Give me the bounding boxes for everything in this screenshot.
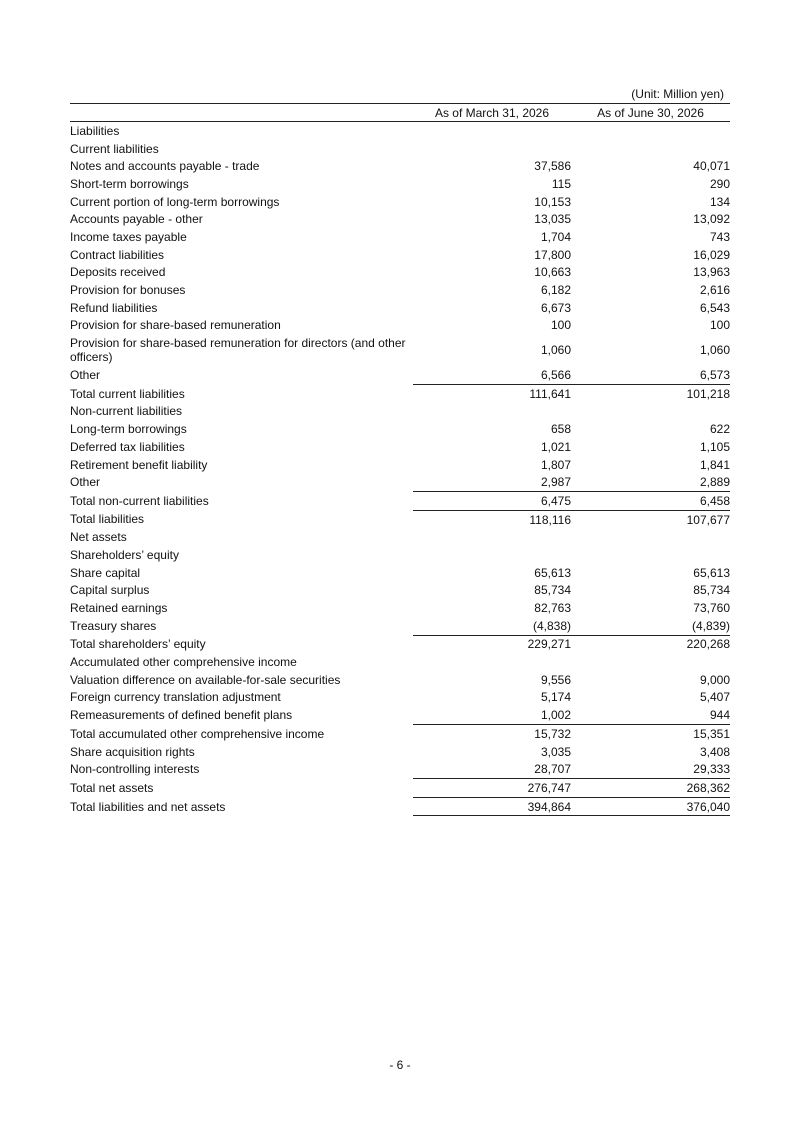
value-march-2026: 85,734: [534, 583, 571, 598]
row-label: Share capital: [70, 565, 141, 580]
value-june-2026: 2,616: [699, 283, 730, 298]
table-row: [70, 706, 730, 724]
value-march-2026: 15,732: [413, 725, 571, 743]
table-body: [70, 122, 730, 816]
table-row: [70, 689, 730, 707]
table-row: [70, 725, 730, 743]
value-march-2026: 5,174: [540, 690, 571, 705]
value-june-2026: 5,407: [699, 690, 730, 705]
value-june-2026: 29,333: [693, 762, 730, 777]
header-march-2026: As of March 31, 2026: [413, 104, 571, 122]
table-row: [70, 599, 730, 617]
value-june-2026: (4,839): [691, 618, 730, 633]
value-june-2026: 2,889: [699, 475, 730, 490]
value-june-2026: 6,543: [699, 300, 730, 315]
value-june-2026: 622: [709, 422, 730, 437]
table-row: [70, 797, 730, 816]
row-label: Total net assets: [70, 780, 154, 795]
value-march-2026: 13,035: [534, 212, 571, 227]
row-label: Remeasurements of defined benefit plans: [70, 708, 293, 723]
value-march-2026: 9,556: [540, 672, 571, 687]
value-june-2026: 85,734: [693, 583, 730, 598]
header-label-column: [70, 104, 413, 122]
row-label: Provision for bonuses: [70, 283, 186, 298]
row-label: Contract liabilities: [70, 247, 165, 262]
table-row: [70, 743, 730, 761]
value-june-2026: 1,060: [699, 343, 730, 358]
row-label: Capital surplus: [70, 583, 150, 598]
value-march-2026: [413, 403, 571, 421]
table-row: [70, 366, 730, 384]
table-row: [70, 175, 730, 193]
row-label: Short-term borrowings: [70, 176, 189, 191]
table-row: [70, 671, 730, 689]
table-header-row: [70, 104, 730, 122]
value-june-2026: [571, 546, 730, 564]
row-label: Other: [70, 475, 101, 490]
row-label: Current liabilities: [70, 141, 159, 156]
row-label: Total current liabilities: [70, 386, 185, 401]
row-label: Foreign currency translation adjustment: [70, 690, 281, 705]
value-june-2026: 107,677: [571, 510, 730, 528]
value-march-2026: 115: [551, 176, 571, 191]
value-june-2026: 268,362: [571, 779, 730, 798]
row-label: Total accumulated other comprehensive income: [70, 726, 325, 741]
row-label: Total non-current liabilities: [70, 493, 209, 508]
value-march-2026: 82,763: [534, 601, 571, 616]
row-label: Long-term borrowings: [70, 422, 187, 437]
value-june-2026: [571, 403, 730, 421]
value-june-2026: 134: [709, 194, 730, 209]
row-label: Non-controlling interests: [70, 762, 200, 777]
row-label: Provision for share-based remuneration for directors (and other officers): [70, 336, 406, 365]
row-label: Provision for share-based remuneration: [70, 318, 281, 333]
row-label: Total liabilities and net assets: [70, 799, 226, 814]
value-march-2026: [413, 546, 571, 564]
row-label: Treasury shares: [70, 618, 157, 633]
value-june-2026: 6,458: [571, 492, 730, 511]
row-label: Deferred tax liabilities: [70, 439, 185, 454]
value-june-2026: 13,963: [693, 265, 730, 280]
value-march-2026: [413, 528, 571, 546]
value-march-2026: 17,800: [534, 247, 571, 262]
row-label: Share acquisition rights: [70, 744, 195, 759]
row-label: Refund liabilities: [70, 300, 158, 315]
table-row: [70, 473, 730, 491]
value-march-2026: 6,475: [413, 492, 571, 511]
value-june-2026: [571, 528, 730, 546]
value-march-2026: 6,566: [540, 368, 571, 383]
value-march-2026: 28,707: [534, 762, 571, 777]
value-june-2026: 3,408: [699, 744, 730, 759]
value-march-2026: [413, 140, 571, 158]
table-row: [70, 246, 730, 264]
table-row: [70, 157, 730, 175]
value-march-2026: 1,002: [540, 708, 571, 723]
row-label: Shareholders’ equity: [70, 547, 179, 562]
value-march-2026: [413, 122, 571, 140]
table-row: [70, 635, 730, 653]
value-march-2026: 6,673: [540, 300, 571, 315]
table-row: [70, 317, 730, 335]
value-march-2026: 37,586: [534, 159, 571, 174]
value-march-2026: 658: [550, 422, 571, 437]
value-march-2026: 394,864: [413, 797, 571, 816]
table-row: [70, 546, 730, 564]
table-row: [70, 334, 730, 366]
table-row: [70, 617, 730, 635]
value-march-2026: 100: [550, 318, 571, 333]
value-june-2026: [571, 122, 730, 140]
row-label: Accounts payable - other: [70, 212, 203, 227]
value-march-2026: 10,153: [534, 194, 571, 209]
balance-sheet-table: [70, 103, 730, 816]
table-row: [70, 528, 730, 546]
table-row: [70, 228, 730, 246]
table-row: [70, 210, 730, 228]
value-june-2026: 101,218: [571, 384, 730, 402]
row-label: Total liabilities: [70, 512, 145, 527]
value-june-2026: 944: [709, 708, 730, 723]
row-label: Accumulated other comprehensive income: [70, 655, 297, 670]
row-label: Non-current liabilities: [70, 404, 183, 419]
table-row: [70, 438, 730, 456]
value-march-2026: [413, 653, 571, 671]
row-label: Income taxes payable: [70, 229, 187, 244]
value-march-2026: 1,704: [540, 229, 571, 244]
value-june-2026: 40,071: [693, 159, 730, 174]
value-june-2026: 9,000: [699, 672, 730, 687]
value-june-2026: 1,841: [699, 457, 730, 472]
row-label: Deposits received: [70, 265, 166, 280]
value-march-2026: 2,987: [540, 475, 571, 490]
value-march-2026: 111,641: [413, 384, 571, 402]
value-june-2026: 743: [709, 229, 730, 244]
value-june-2026: 100: [709, 318, 730, 333]
row-label: Current portion of long-term borrowings: [70, 194, 280, 209]
value-june-2026: 13,092: [693, 212, 730, 227]
value-june-2026: 73,760: [693, 601, 730, 616]
row-label: Retained earnings: [70, 601, 168, 616]
value-march-2026: 276,747: [413, 779, 571, 798]
table-row: [70, 760, 730, 778]
value-march-2026: 1,021: [540, 439, 571, 454]
value-june-2026: [571, 140, 730, 158]
value-june-2026: 65,613: [693, 565, 730, 580]
value-june-2026: 1,105: [699, 439, 730, 454]
value-march-2026: (4,838): [532, 618, 571, 633]
row-label: Notes and accounts payable - trade: [70, 159, 260, 174]
table-row: [70, 264, 730, 282]
row-label: Valuation difference on available-for-sale securities: [70, 672, 341, 687]
row-label: Net assets: [70, 530, 127, 545]
table-row: [70, 193, 730, 211]
table-row: [70, 299, 730, 317]
value-march-2026: 1,807: [540, 457, 571, 472]
table-row: [70, 582, 730, 600]
value-march-2026: 229,271: [413, 635, 571, 653]
unit-note: (Unit: Million yen): [631, 87, 724, 101]
table-row: [70, 140, 730, 158]
row-label: Liabilities: [70, 123, 120, 138]
value-june-2026: 16,029: [693, 247, 730, 262]
value-march-2026: 3,035: [540, 744, 571, 759]
table-row: [70, 420, 730, 438]
value-june-2026: 376,040: [571, 797, 730, 816]
value-june-2026: 220,268: [571, 635, 730, 653]
page-number: - 6 -: [389, 1058, 411, 1072]
header-june-2026: As of June 30, 2026: [571, 104, 730, 122]
row-label: Total shareholders’ equity: [70, 637, 206, 652]
value-march-2026: 118,116: [413, 510, 571, 528]
table-row: [70, 122, 730, 140]
table-row: [70, 510, 730, 528]
table-row: [70, 384, 730, 402]
table-row: [70, 456, 730, 474]
row-label: Other: [70, 368, 101, 383]
table-row: [70, 564, 730, 582]
table-row: [70, 653, 730, 671]
value-june-2026: 15,351: [571, 725, 730, 743]
table-row: [70, 403, 730, 421]
value-march-2026: 1,060: [540, 343, 571, 358]
value-june-2026: 290: [709, 176, 730, 191]
value-june-2026: 6,573: [699, 368, 730, 383]
value-june-2026: [571, 653, 730, 671]
table-row: [70, 779, 730, 798]
row-label: Retirement benefit liability: [70, 457, 208, 472]
value-march-2026: 65,613: [534, 565, 571, 580]
value-march-2026: 6,182: [540, 283, 571, 298]
table-row: [70, 492, 730, 511]
value-march-2026: 10,663: [534, 265, 571, 280]
table-row: [70, 281, 730, 299]
